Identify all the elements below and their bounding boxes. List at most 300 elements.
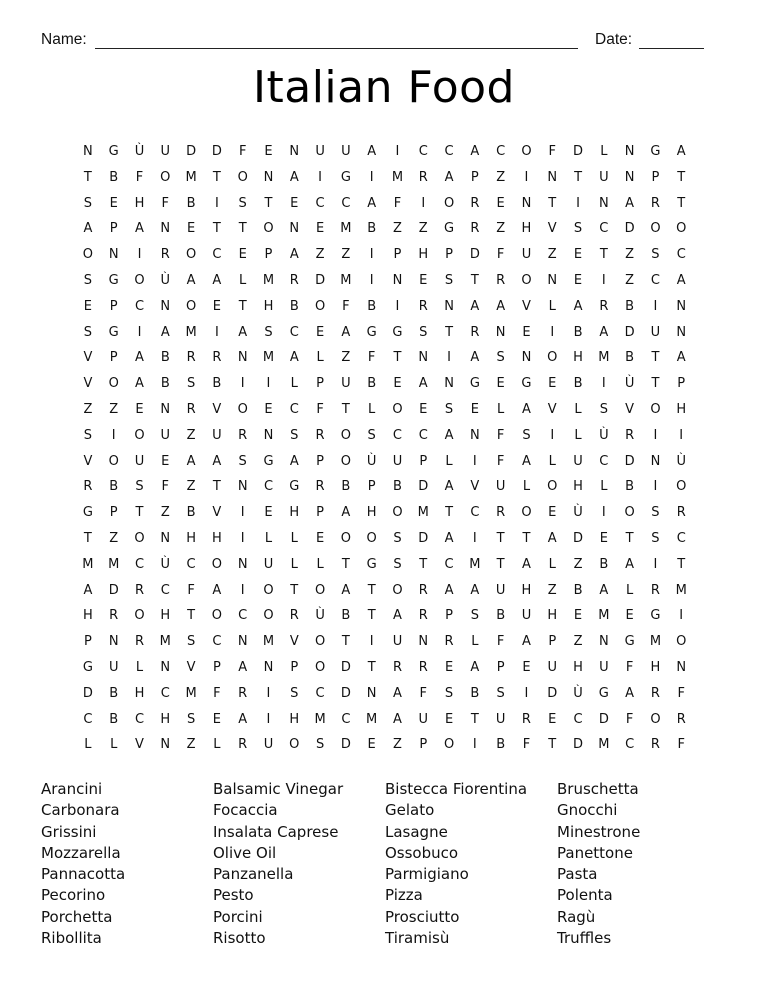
grid-row <box>75 555 695 581</box>
grid-cell: T <box>238 221 247 237</box>
grid-cell: E <box>315 221 325 237</box>
grid-cell: M <box>314 711 326 727</box>
grid-cell: L <box>135 659 144 675</box>
grid-cell: N <box>676 659 687 675</box>
grid-cell: A <box>625 685 635 701</box>
grid-cell: N <box>676 324 687 340</box>
grid-cell: V <box>83 350 93 366</box>
grid-cell: P <box>109 298 118 314</box>
grid-cell: C <box>315 685 325 701</box>
grid-cell: A <box>289 169 299 185</box>
grid-cell: T <box>135 505 144 521</box>
grid-cell: N <box>263 427 274 443</box>
grid-cell: N <box>650 453 661 469</box>
grid-cell: T <box>367 582 376 598</box>
grid-cell: I <box>472 737 477 753</box>
grid-cell: L <box>264 530 273 546</box>
grid-cell: H <box>521 582 532 598</box>
grid-cell: L <box>84 737 92 753</box>
grid-cell: Ù <box>573 685 583 701</box>
grid-cell: U <box>341 376 351 392</box>
grid-cell: S <box>367 427 376 443</box>
grid-cell: M <box>598 737 610 753</box>
grid-cell: B <box>625 350 635 366</box>
grid-cell: P <box>419 453 428 469</box>
grid-row <box>75 271 695 297</box>
grid-cell: A <box>135 221 144 237</box>
grid-cell: I <box>524 685 529 701</box>
grid-cell: S <box>444 272 454 288</box>
grid-cell: I <box>266 711 271 727</box>
grid-cell: B <box>160 350 170 366</box>
grid-cell: Z <box>186 737 196 753</box>
grid-cell: I <box>214 195 219 211</box>
grid-cell: F <box>548 144 556 159</box>
grid-cell: E <box>625 608 634 624</box>
grid-cell: H <box>134 195 145 211</box>
grid-cell: R <box>418 169 428 185</box>
grid-cell: F <box>496 247 505 263</box>
grid-cell: R <box>418 582 428 598</box>
grid-cell: O <box>134 427 145 443</box>
grid-cell: O <box>443 195 455 211</box>
grid-cell: P <box>393 247 402 263</box>
grid-cell: S <box>393 556 402 572</box>
grid-cell: E <box>264 505 273 521</box>
grid-cell: N <box>160 221 171 237</box>
grid-cell: C <box>315 195 325 211</box>
page-title: Italian Food <box>253 62 515 113</box>
grid-cell: O <box>211 556 222 572</box>
grid-cell: Ù <box>676 453 686 469</box>
grid-cell: S <box>496 350 505 366</box>
grid-cell: S <box>290 685 299 701</box>
grid-cell: I <box>550 427 555 443</box>
grid-cell: O <box>521 505 532 521</box>
grid-cell: S <box>444 401 454 417</box>
word-list-item: Truffles <box>557 929 612 948</box>
grid-cell: B <box>367 221 377 237</box>
grid-row <box>75 374 695 400</box>
grid-cell: G <box>82 659 93 675</box>
grid-cell: B <box>625 298 635 314</box>
grid-cell: E <box>290 195 299 211</box>
grid-cell: Ù <box>160 556 171 572</box>
grid-cell: O <box>237 169 248 185</box>
word-list-item: Gelato <box>385 801 435 820</box>
grid-cell: O <box>263 221 274 237</box>
grid-cell: P <box>445 608 453 624</box>
grid-cell: O <box>314 634 326 650</box>
grid-cell: A <box>470 144 480 159</box>
grid-cell: S <box>522 427 531 443</box>
grid-cell: E <box>444 659 454 675</box>
grid-cell: U <box>521 247 532 263</box>
grid-cell: L <box>316 556 324 572</box>
grid-cell: G <box>82 505 93 521</box>
grid-cell: E <box>496 376 505 392</box>
word-list-item: Insalata Caprese <box>213 822 339 841</box>
grid-cell: H <box>186 530 196 546</box>
grid-cell: O <box>340 427 351 443</box>
grid-cell: H <box>289 711 300 727</box>
grid-cell: B <box>573 582 583 598</box>
grid-cell: A <box>367 144 377 159</box>
grid-cell: S <box>315 737 325 753</box>
grid-cell: N <box>237 634 248 650</box>
grid-cell: D <box>624 453 635 469</box>
grid-cell: Z <box>573 556 583 572</box>
grid-cell: P <box>677 376 686 392</box>
grid-cell: T <box>470 272 479 288</box>
grid-cell: F <box>496 634 505 650</box>
grid-cell: B <box>496 737 506 753</box>
grid-cell: M <box>262 350 275 366</box>
grid-cell: D <box>340 685 351 701</box>
grid-cell: B <box>341 479 351 495</box>
grid-cell: I <box>653 479 658 495</box>
grid-cell: H <box>160 711 171 727</box>
grid-cell: A <box>547 530 557 546</box>
grid-cell: E <box>83 298 92 314</box>
word-list-item: Balsamic Vinegar <box>213 780 344 798</box>
grid-cell: Z <box>573 634 583 650</box>
grid-cell: O <box>547 350 558 366</box>
grid-cell: C <box>341 195 351 211</box>
grid-cell: E <box>522 659 531 675</box>
grid-cell: E <box>599 530 608 546</box>
grid-cell: U <box>495 711 506 727</box>
grid-cell: B <box>393 479 402 495</box>
grid-cell: O <box>676 634 687 650</box>
grid-cell: I <box>576 195 580 211</box>
grid-cell: Z <box>547 247 557 263</box>
grid-row <box>75 658 695 684</box>
grid-cell: P <box>109 350 118 366</box>
grid-cell: A <box>289 350 299 366</box>
grid-cell: S <box>651 505 660 521</box>
grid-cell: N <box>495 324 506 340</box>
word-list-item: Porchetta <box>41 907 113 926</box>
grid-cell: R <box>650 685 660 701</box>
grid-cell: B <box>109 711 119 727</box>
grid-cell: O <box>134 608 145 624</box>
grid-cell: C <box>676 530 686 546</box>
grid-cell: H <box>676 401 687 417</box>
grid-cell: T <box>341 634 350 650</box>
word-list-item: Olive Oil <box>213 843 277 862</box>
grid-cell: O <box>185 298 197 314</box>
grid-cell: N <box>263 169 274 185</box>
grid-cell: H <box>211 530 222 546</box>
grid-cell: T <box>677 556 686 572</box>
grid-row <box>75 142 695 168</box>
grid-cell: A <box>444 169 454 185</box>
grid-cell: N <box>289 221 300 237</box>
grid-cell: C <box>418 144 428 159</box>
grid-cell: N <box>547 272 558 288</box>
grid-cell: U <box>547 659 557 675</box>
grid-cell: G <box>108 144 119 159</box>
grid-cell: A <box>367 195 377 211</box>
grid-cell: M <box>598 350 610 366</box>
grid-cell: P <box>212 659 221 675</box>
grid-cell: F <box>316 401 324 417</box>
grid-cell: N <box>521 350 532 366</box>
word-list-item: Ribollita <box>41 929 102 948</box>
word-list-item: Prosciutto <box>385 907 460 926</box>
word-list-item: Parmigiano <box>385 865 469 884</box>
grid-cell: T <box>367 608 376 624</box>
grid-cell: P <box>367 479 376 495</box>
grid-cell: G <box>340 169 351 185</box>
grid-cell: O <box>314 659 326 675</box>
grid-cell: C <box>238 608 248 624</box>
grid-cell: T <box>445 505 454 521</box>
grid-cell: U <box>315 144 325 159</box>
grid-cell: V <box>289 634 299 650</box>
grid-cell: S <box>444 685 454 701</box>
grid-row <box>75 606 695 632</box>
grid-cell: D <box>469 247 480 263</box>
grid-cell: I <box>369 169 374 185</box>
grid-cell: M <box>469 556 481 572</box>
grid-cell: A <box>160 324 170 340</box>
grid-cell: T <box>548 195 557 211</box>
grid-cell: I <box>395 298 400 314</box>
grid-cell: B <box>367 298 377 314</box>
grid-cell: R <box>470 324 480 340</box>
grid-cell: M <box>340 221 352 237</box>
grid-cell: V <box>83 453 93 469</box>
grid-cell: A <box>599 324 609 340</box>
grid-cell: E <box>548 505 557 521</box>
grid-cell: I <box>421 195 426 211</box>
grid-cell: M <box>598 608 610 624</box>
grid-cell: U <box>392 634 403 650</box>
grid-cell: O <box>624 505 635 521</box>
grid-cell: S <box>496 685 505 701</box>
grid-cell: E <box>315 324 325 340</box>
grid-cell: T <box>212 479 221 495</box>
grid-cell: I <box>447 350 451 366</box>
grid-cell: D <box>340 659 351 675</box>
grid-cell: S <box>651 247 660 263</box>
grid-cell: A <box>393 711 402 727</box>
grid-cell: O <box>289 737 300 753</box>
grid-cell: L <box>213 737 221 753</box>
grid-row <box>75 632 695 658</box>
word-list-item: Polenta <box>557 886 613 905</box>
name-blank-line <box>95 48 578 49</box>
grid-cell: R <box>470 221 480 237</box>
grid-cell: A <box>521 556 531 572</box>
grid-cell: M <box>159 634 171 650</box>
grid-cell: P <box>548 634 557 650</box>
grid-cell: T <box>393 350 402 366</box>
grid-cell: V <box>547 401 557 417</box>
grid-cell: V <box>470 479 480 495</box>
grid-cell: Z <box>547 582 557 598</box>
date-blank-line <box>639 48 704 49</box>
grid-cell: D <box>108 582 119 598</box>
grid-cell: I <box>318 169 322 185</box>
word-list-item: Pannacotta <box>41 865 126 884</box>
grid-cell: B <box>496 608 506 624</box>
grid-cell: E <box>573 272 583 288</box>
grid-cell: R <box>496 505 506 521</box>
grid-cell: A <box>676 272 686 288</box>
grid-row <box>75 219 695 245</box>
grid-cell: L <box>600 144 608 159</box>
grid-cell: I <box>679 608 684 624</box>
grid-cell: A <box>212 453 222 469</box>
grid-cell: U <box>134 453 145 469</box>
grid-cell: A <box>418 376 428 392</box>
grid-cell: H <box>573 479 583 495</box>
grid-cell: R <box>444 634 454 650</box>
grid-cell: I <box>240 376 245 392</box>
grid-cell: T <box>548 737 557 753</box>
grid-cell: R <box>418 608 428 624</box>
grid-cell: F <box>187 582 195 598</box>
grid-cell: A <box>521 634 531 650</box>
grid-cell: C <box>289 324 299 340</box>
grid-cell: A <box>289 453 299 469</box>
word-list-item: Panettone <box>557 843 633 862</box>
grid-cell: M <box>262 634 275 650</box>
grid-cell: I <box>240 505 245 521</box>
grid-cell: T <box>677 195 686 211</box>
grid-cell: C <box>134 711 145 727</box>
word-list-item: Bistecca Fiorentina <box>385 780 528 798</box>
grid-cell: B <box>367 376 377 392</box>
grid-cell: P <box>419 737 428 753</box>
grid-cell: U <box>599 659 609 675</box>
grid-cell: I <box>137 247 142 263</box>
grid-cell: C <box>573 711 583 727</box>
grid-cell: A <box>444 530 454 546</box>
grid-cell: C <box>392 427 402 443</box>
grid-cell: O <box>237 401 248 417</box>
grid-cell: A <box>186 453 196 469</box>
grid-cell: O <box>134 272 145 288</box>
grid-cell: V <box>83 376 93 392</box>
grid-cell: C <box>341 711 351 727</box>
grid-cell: P <box>316 376 324 392</box>
grid-cell: A <box>83 221 93 237</box>
grid-cell: T <box>522 530 531 546</box>
grid-cell: U <box>108 659 119 675</box>
grid-cell: R <box>238 737 248 753</box>
grid-cell: F <box>135 169 144 185</box>
grid-cell: H <box>573 350 583 366</box>
grid-cell: O <box>314 582 326 598</box>
grid-cell: L <box>548 556 556 572</box>
grid-cell: N <box>676 298 687 314</box>
grid-cell: I <box>240 530 245 546</box>
grid-cell: Ù <box>573 505 583 521</box>
grid-cell: B <box>109 685 119 701</box>
grid-cell: N <box>263 659 274 675</box>
grid-cell: E <box>444 711 454 727</box>
grid-cell: T <box>187 608 196 624</box>
grid-cell: S <box>135 479 144 495</box>
grid-cell: A <box>496 298 506 314</box>
grid-cell: P <box>651 169 660 185</box>
grid-cell: V <box>547 221 557 237</box>
grid-cell: L <box>600 479 608 495</box>
grid-cell: H <box>134 685 145 701</box>
grid-cell: I <box>369 634 374 650</box>
grid-cell: A <box>676 144 686 159</box>
word-list-item: Panzanella <box>213 865 294 884</box>
grid-cell: N <box>598 195 609 211</box>
grid-cell: I <box>653 298 658 314</box>
word-list-item: Carbonara <box>41 801 120 820</box>
grid-cell: E <box>161 453 170 469</box>
grid-cell: U <box>263 556 274 572</box>
grid-cell: P <box>496 659 505 675</box>
grid-cell: Z <box>341 350 351 366</box>
grid-cell: G <box>469 376 480 392</box>
grid-cell: F <box>161 195 170 211</box>
grid-cell: D <box>624 221 635 237</box>
grid-cell: V <box>625 401 635 417</box>
grid-cell: U <box>599 169 609 185</box>
grid-cell: A <box>341 582 351 598</box>
grid-cell: F <box>677 737 685 753</box>
grid-cell: R <box>83 479 93 495</box>
grid-cell: P <box>316 505 324 521</box>
grid-cell: H <box>289 505 300 521</box>
grid-cell: S <box>186 711 196 727</box>
grid-cell: Z <box>625 247 635 263</box>
grid-row <box>75 529 695 555</box>
grid-cell: G <box>366 324 377 340</box>
grid-cell: O <box>160 169 171 185</box>
grid-cell: M <box>108 556 120 572</box>
grid-cell: I <box>395 144 400 159</box>
grid-cell: T <box>651 350 660 366</box>
grid-cell: U <box>495 479 506 495</box>
grid-cell: G <box>392 324 403 340</box>
grid-cell: S <box>238 453 247 469</box>
grid-cell: N <box>160 659 171 675</box>
name-date-header <box>41 31 706 53</box>
grid-cell: D <box>315 272 326 288</box>
grid-cell: E <box>212 298 221 314</box>
grid-cell: D <box>186 144 197 159</box>
grid-cell: R <box>289 608 299 624</box>
grid-cell: C <box>599 453 609 469</box>
grid-cell: N <box>160 737 171 753</box>
grid-cell: T <box>238 298 247 314</box>
grid-cell: F <box>677 685 685 701</box>
grid-cell: Z <box>186 479 196 495</box>
grid-cell: N <box>108 634 119 650</box>
grid-cell: Z <box>418 221 428 237</box>
grid-cell: O <box>676 479 687 495</box>
grid-cell: R <box>186 401 196 417</box>
word-list-item: Minestrone <box>557 822 641 841</box>
grid-cell: G <box>108 324 119 340</box>
grid-cell: L <box>290 556 298 572</box>
grid-cell: R <box>212 350 222 366</box>
grid-cell: T <box>83 169 92 185</box>
grid-cell: F <box>161 479 170 495</box>
grid-row <box>75 503 695 529</box>
